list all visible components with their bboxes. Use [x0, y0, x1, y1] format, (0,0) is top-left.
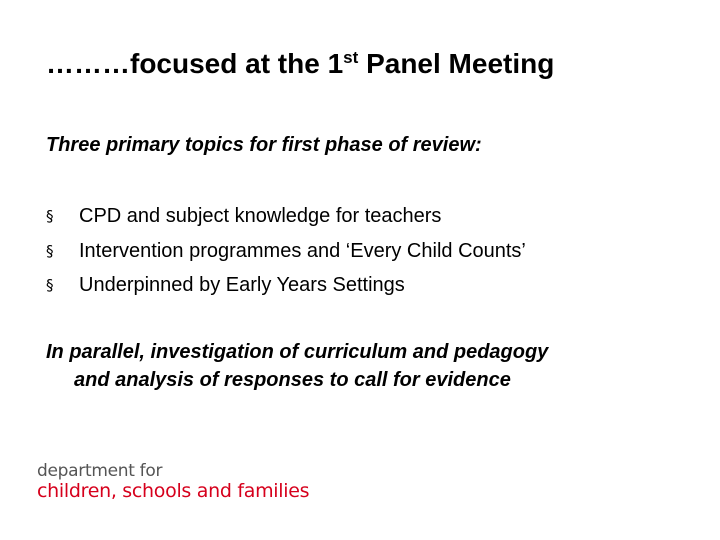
list-item — [46, 268, 526, 303]
slide-title-suffix: Panel Meeting — [358, 48, 555, 79]
list-item-text: Underpinned by Early Years Settings — [79, 274, 405, 296]
closing-line-2: and analysis of responses to call for evidence — [74, 369, 511, 391]
list-item-text: CPD and subject knowledge for teachers — [79, 205, 442, 227]
list-item — [46, 234, 526, 269]
slide-title-prefix: ………focused at the 1 — [46, 48, 344, 79]
list-item-text: Intervention programmes and ‘Every Child Counts’ — [79, 239, 526, 262]
list-item — [46, 199, 526, 234]
logo-line-1: department for — [37, 461, 163, 481]
bullet-icon: § — [46, 241, 54, 260]
logo-line-2: children, schools and families — [37, 479, 310, 502]
dcsf-logo — [37, 462, 309, 502]
closing-paragraph — [46, 338, 548, 394]
subheading: Three primary topics for first phase of review: — [46, 134, 482, 156]
bullet-list — [46, 199, 526, 303]
closing-line-1: In parallel, investigation of curriculum and pedagogy — [46, 341, 549, 363]
slide-title — [46, 44, 554, 84]
bullet-icon: § — [46, 207, 54, 225]
slide-title-superscript: st — [343, 48, 359, 67]
bullet-icon: § — [46, 276, 54, 294]
